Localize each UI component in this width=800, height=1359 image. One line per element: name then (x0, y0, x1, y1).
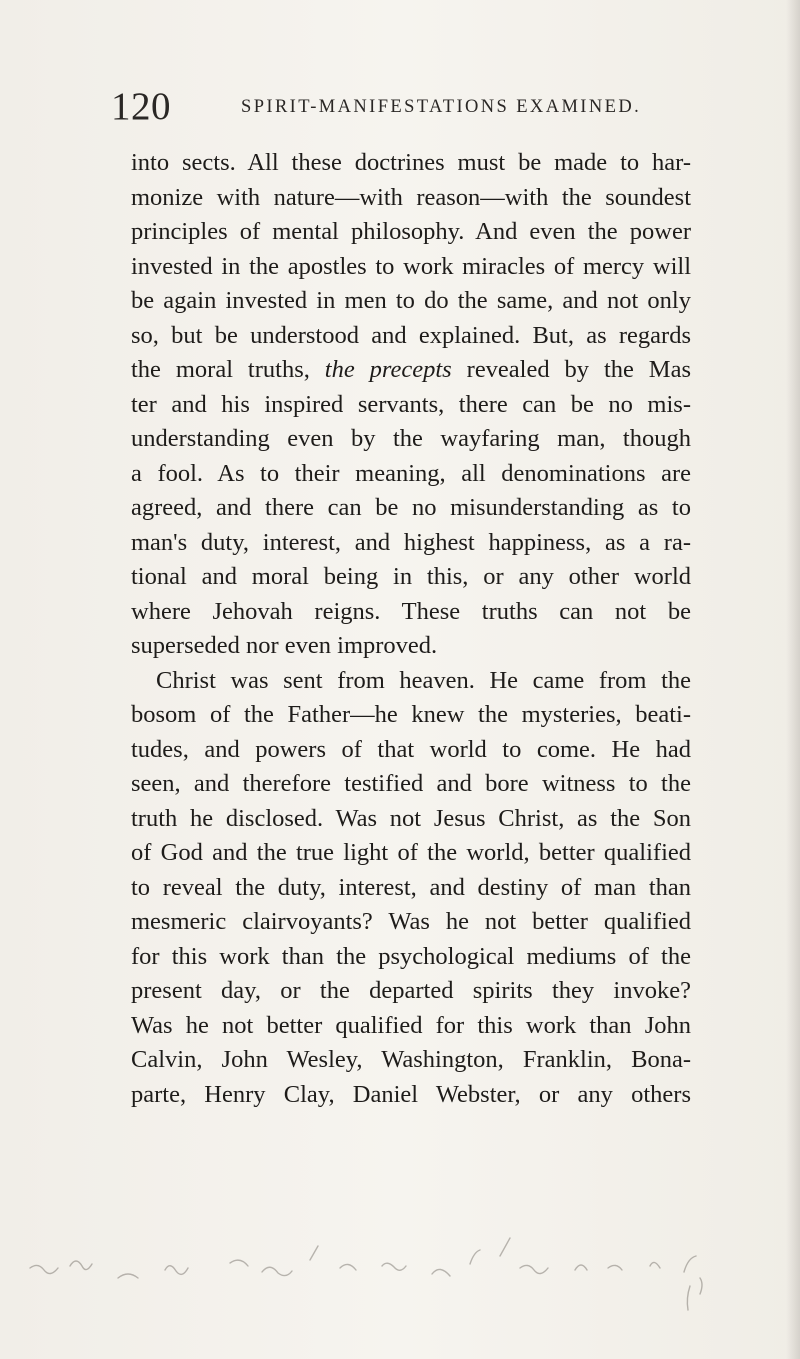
text-line: principles of mental philosophy. And even the power (131, 218, 691, 245)
text-line: ter and his inspired servants, there can be no mis- (131, 390, 691, 418)
text-line: mesmeric clairvoyants? Was he not better qualified (131, 908, 691, 935)
text-line: truth he disclosed. Was not Jesus Christ, as the Son (131, 804, 691, 832)
text-line: be again invested in men to do the same, and not only (131, 287, 691, 314)
text-line: of God and the true light of the world, better qualified (131, 839, 691, 866)
text-line: monize with nature—with reason—with the soundest (131, 183, 691, 211)
text-line: so, but be understood and explained. But, as regards (131, 321, 691, 349)
text-line: bosom of the Father—he knew the mysteries, beati- (131, 701, 691, 728)
text-line: parte, Henry Clay, Daniel Webster, or any others (131, 1080, 691, 1108)
text-line: where Jehovah reigns. These truths can not be (131, 597, 691, 625)
text-line: for this work than the psychological mediums of the (131, 942, 691, 970)
text-line: a fool. As to their meaning, all denominations are (131, 459, 691, 487)
text-line: into sects. All these doctrines must be made to har- (131, 149, 691, 176)
page-number: 120 (111, 85, 171, 128)
text-line: seen, and therefore testified and bore witness to the (131, 770, 691, 797)
page-header (111, 84, 691, 130)
running-title: SPIRIT-MANIFESTATIONS EXAMINED. (241, 97, 642, 117)
text-line: the moral truths, the precepts revealed by the Mas (131, 356, 692, 383)
text-line: tudes, and powers of that world to come. He had (131, 735, 691, 763)
text-line: agreed, and there can be no misunderstanding as to (131, 494, 691, 521)
text-line: to reveal the duty, interest, and destiny of man than (131, 873, 691, 901)
body-text (131, 146, 691, 1112)
bleed-through-marks (0, 1208, 800, 1359)
text-line: Calvin, John Wesley, Washington, Franklin, Bona- (131, 1046, 691, 1073)
text-line: present day, or the departed spirits they invoke? (131, 977, 691, 1004)
text-line: invested in the apostles to work miracles of mercy will (131, 252, 691, 280)
text-line: Christ was sent from heaven. He came from the (156, 666, 691, 694)
text-line: understanding even by the wayfaring man, though (131, 425, 691, 452)
text-line: tional and moral being in this, or any other world (131, 563, 691, 590)
text-line: man's duty, interest, and highest happiness, as a ra- (131, 528, 691, 556)
text-line: Was he not better qualified for this work than John (131, 1011, 691, 1039)
text-line: superseded nor even improved. (131, 632, 438, 659)
page-edge-shadow (786, 0, 800, 1359)
